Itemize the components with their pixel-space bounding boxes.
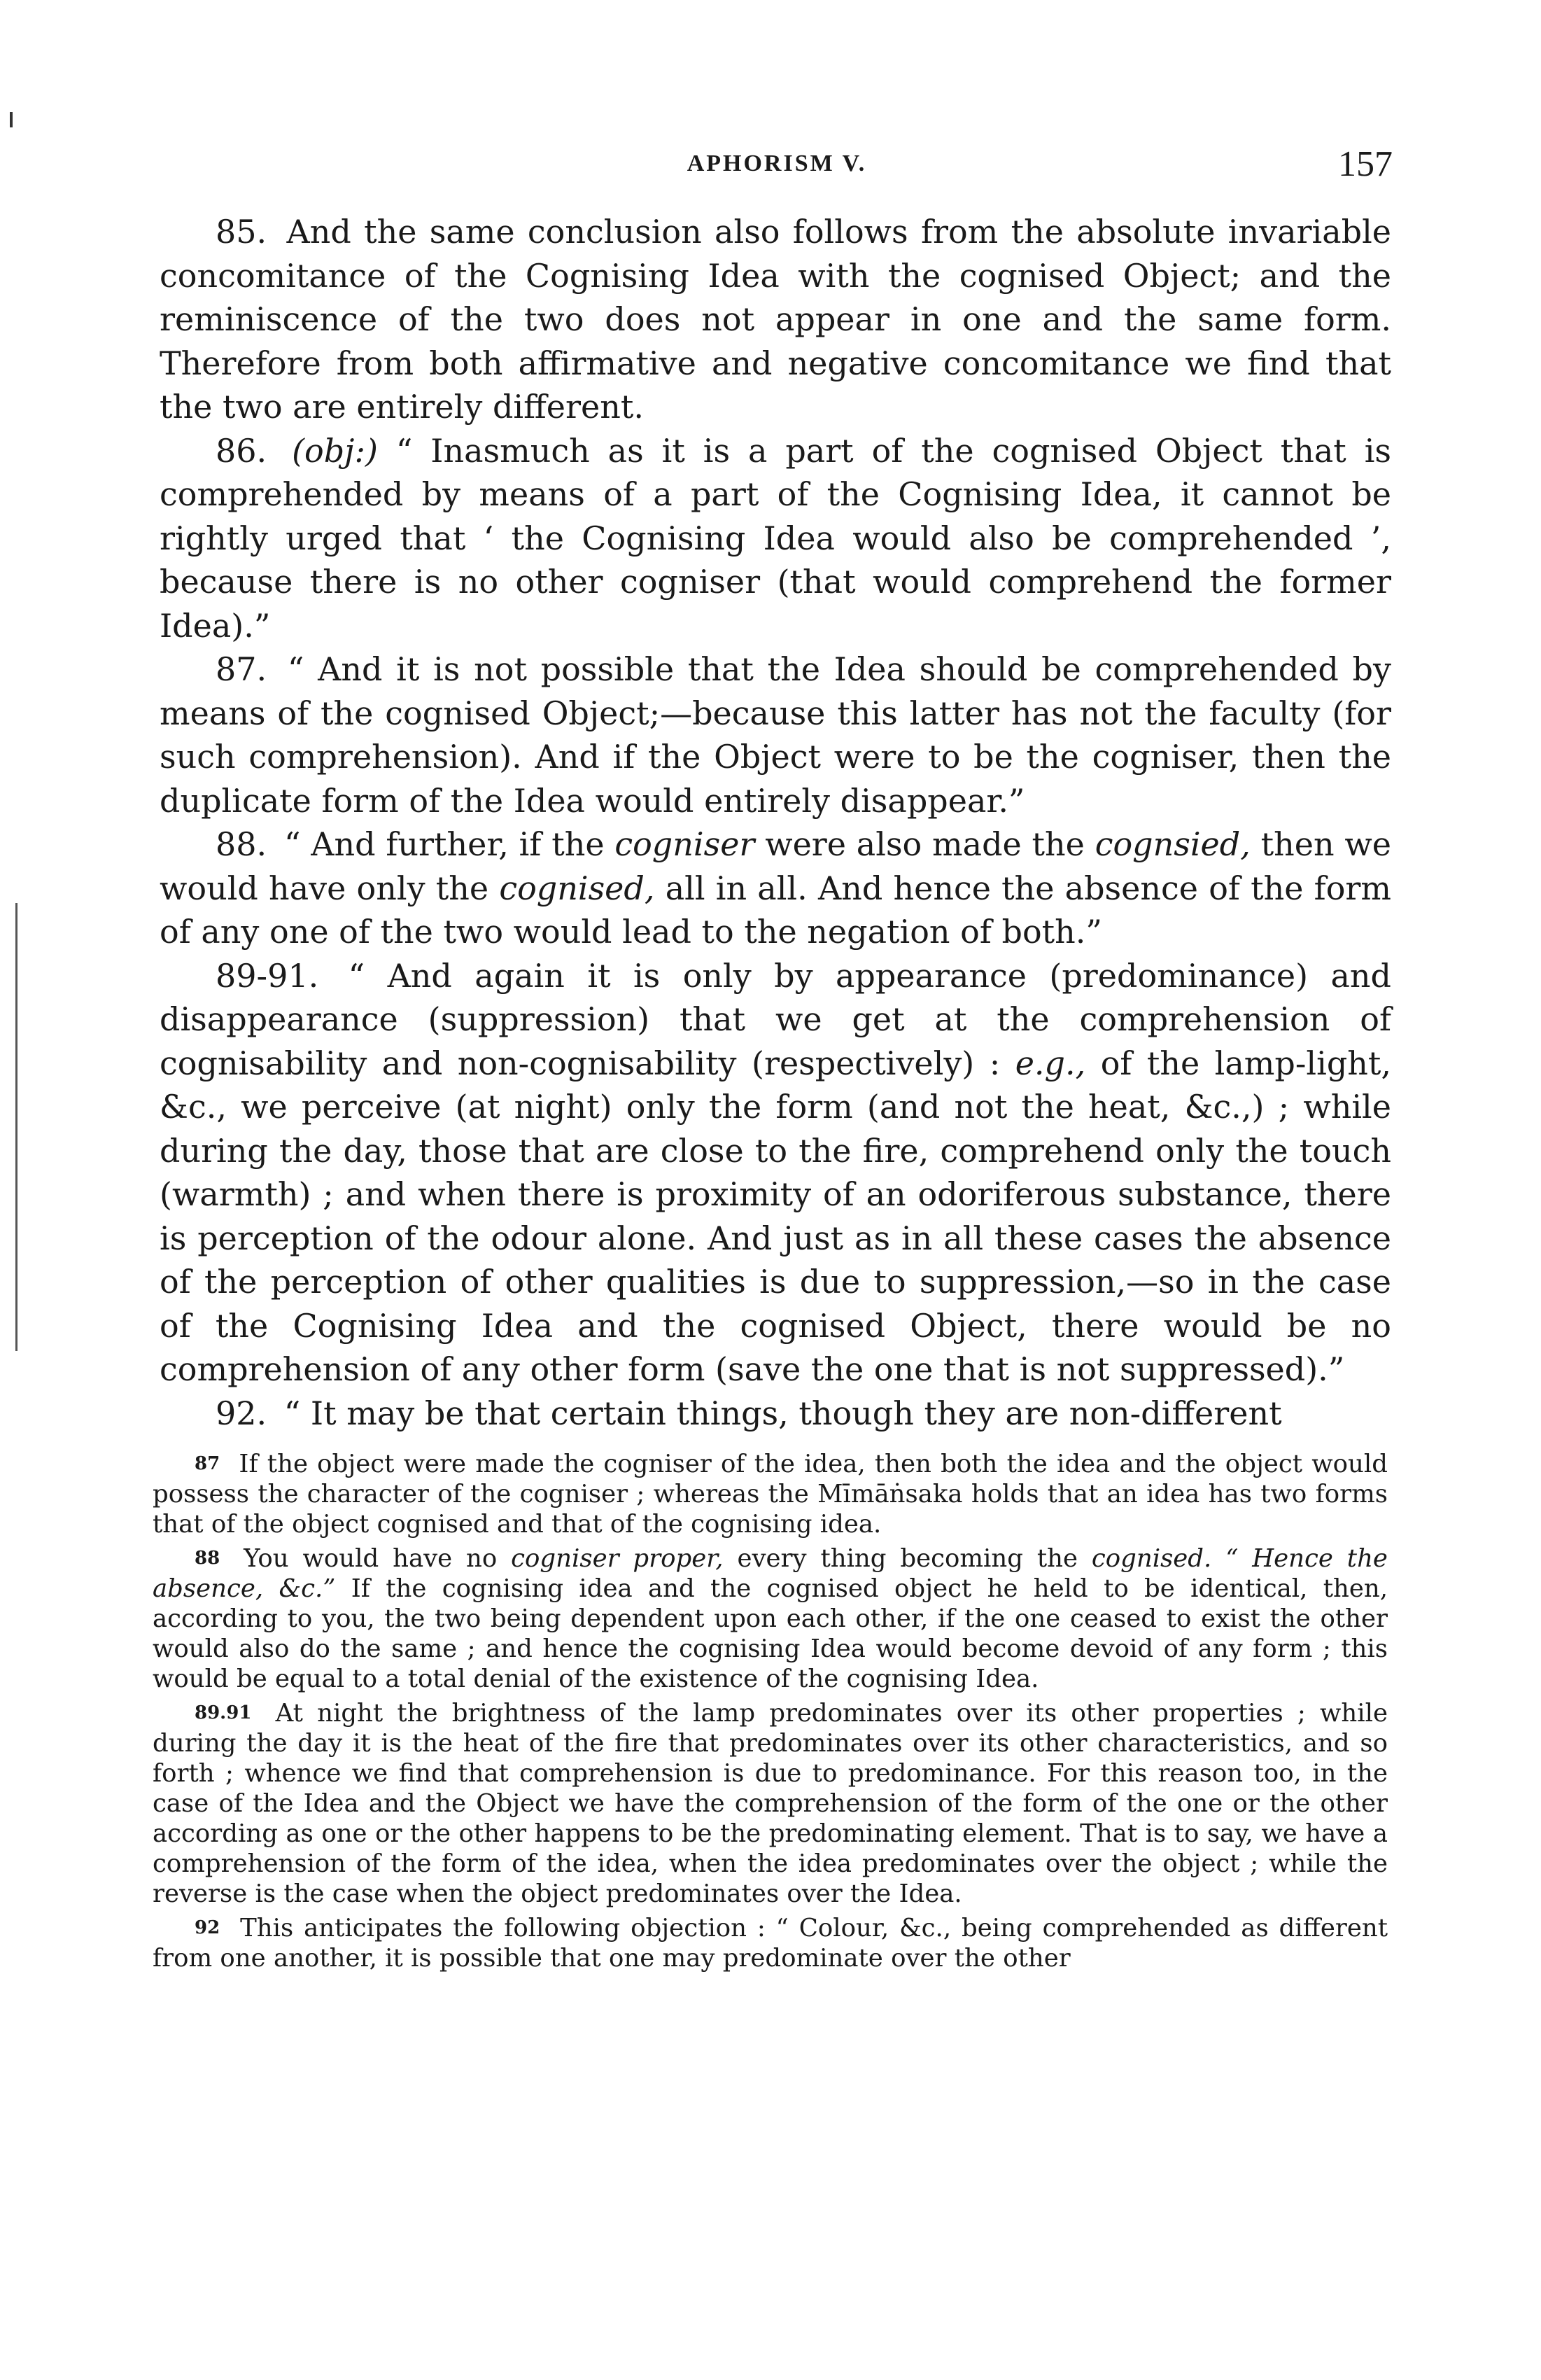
aphorism-number: 92. [216,1394,267,1432]
paragraph-text: of the lamp-light, &c., we perceive (at night) only the form (and not the heat, &c.,) ; while during the day, those that are close to the fire, comprehend only the touch (warmth) ; and when there is proximity of an odoriferous substance, there is perception of the odour alone. And just as in all these cases the absence of the perception of other qualities is due to suppression,—so in the case of the Cognising Idea and the cognised Object, there would be no comprehension of any other form (save the one that is not suppressed).” [160,1044,1392,1388]
italic-quote: “ Hence the absence, &c.” [153,1544,1388,1603]
footnote-88 [153,1544,1388,1694]
paragraph-text: “ And it is not possible that the Idea should be comprehended by means of the cognised Object;—because this latter has not the faculty (for such comprehension). And if the Object were to be the cogniser, then the duplicate form of the Idea would entirely disappear.” [160,650,1391,820]
footnote-text: This anticipates the following objection : “ Colour, &c., being comprehended as different from one another, it is possible that one may predominate over the other [153,1914,1388,1973]
paragraph-text: “ And further, if the [283,825,605,863]
paragraph-85 [160,210,1391,429]
paragraph-text: then we would have only the [160,825,1391,907]
italic-term: e.g., [1015,1044,1086,1082]
paragraph-92 [160,1392,1391,1436]
objection-label: (obj:) [292,431,378,470]
paragraph-87 [160,648,1391,822]
page-header [161,144,1393,192]
paragraph-text: “ And again it is only by appearance (predominance) and disappearance (suppression) that we get at the comprehension of cognisability and non-cognisability (respectively) : [160,956,1391,1082]
page-number: 157 [1338,144,1393,184]
scan-mark [10,112,13,127]
italic-term: cognised, [499,869,655,907]
footnote-text: If the cognising idea and the cognised object he held to be identical, then, according to you, the two being dependent upon each other, if the one ceased to exist the other would also do the same ; and hence the cognising Idea would become devoid of any form ; this would be equal to a total denial of the existence of the cognising Idea. [153,1574,1388,1693]
main-text [160,210,1391,1435]
footnote-marker: 88 [195,1548,220,1569]
running-title: APHORISM V. [687,150,867,176]
footnote-89-91 [153,1698,1388,1909]
paragraph-text: “ It may be that certain things, though they are non-different [283,1394,1282,1432]
footnote-text: If the object were made the cogniser of the idea, then both the idea and the object would possess the character of the cogniser ; whereas the Mīmāṅsaka holds that an idea has two forms that of the object cognised and that of the cognising idea. [153,1450,1388,1539]
aphorism-number: 89-91. [216,956,319,995]
footnote-marker: 87 [195,1453,220,1474]
footnote-text: At night the brightness of the lamp predominates over its other properties ; while during the day it is the heat of the fire that predominates over its other characteristics, and so forth ; whence we find that comprehension is due to predominance. For this reason too, in the case of the Idea and the Object we have the comprehension of the form of the one or the other according as one or the other happens to be the predominating element. That is to say, we have a comprehension of the form of the idea, when the idea predominates over the object ; while the reverse is the case when the object predominates over the Idea. [153,1699,1388,1908]
aphorism-number: 86. [216,431,267,470]
aphorism-number: 85. [216,213,267,251]
aphorism-number: 87. [216,650,267,688]
footnote-marker: 92 [195,1917,220,1938]
footnote-text: every thing becoming the [737,1544,1078,1573]
paragraph-text: all in all. And hence the absence of the form of any one of the two would lead to the negation of both.” [160,869,1392,951]
paragraph-89-91 [160,954,1391,1392]
footnote-text: You would have no [244,1544,498,1573]
italic-term: cognised. [1091,1544,1212,1573]
footnote-marker: 89.91 [195,1702,252,1723]
aphorism-number: 88. [216,825,267,863]
italic-term: cognsied, [1095,825,1251,863]
margin-rule [15,903,17,1351]
footnote-92 [153,1913,1388,1973]
paragraph-88 [160,822,1391,954]
paragraph-text: And the same conclusion also follows from the absolute invariable concomitance of the Cognising Idea with the cognised Object; and the reminiscence of the two does not appear in one and the same form. Therefore from both affirmative and negative concomitance we find that the two are entirely different. [160,213,1392,426]
paragraph-text: “ Inasmuch as it is a part of the cognised Object that is comprehended by means of a part of the Cognising Idea, it cannot be rightly urged that ‘ the Cognising Idea would also be comprehended ’, because there is no other cogniser (that would comprehend the former Idea).” [160,431,1392,645]
footnotes [153,1449,1388,1977]
footnote-87 [153,1449,1388,1539]
italic-term: cogniser proper, [511,1544,724,1573]
paragraph-86 [160,429,1391,648]
italic-term: cogniser [614,825,755,863]
paragraph-text: were also made the [765,825,1085,863]
